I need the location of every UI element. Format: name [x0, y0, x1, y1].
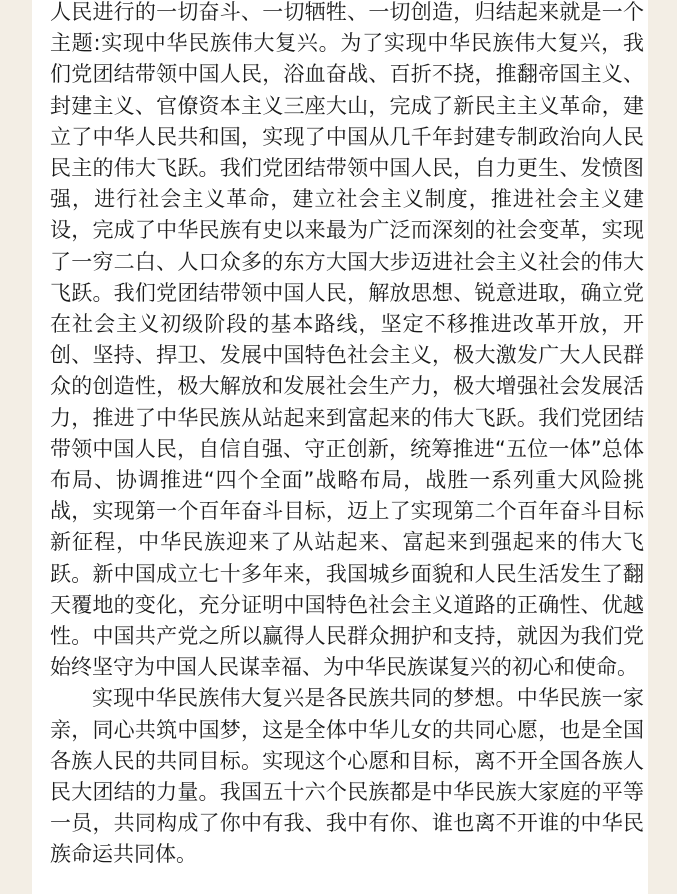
document-page	[32, 0, 648, 894]
paragraph-continued: 人民进行的一切奋斗、一切牺牲、一切创造，归结起来就是一个主题:实现中华民族伟大复兴。为了实现中华民族伟大复兴，我们党团结带领中国人民，浴血奋战、百折不挠，推翻帝国主义、封建主义、官僚资本主义三座大山，完成了新民主主义革命，建立了中华人民共和国，实现了中国从几千年封建专制政治向人民民主的伟大飞跃。我们党团结带领中国人民，自力更生、发愤图强，进行社会主义革命，建立社会主义制度，推进社会主义建设，完成了中华民族有史以来最为广泛而深刻的社会变革，实现了一穷二白、人口众多的东方大国大步迈进社会主义社会的伟大飞跃。我们党团结带领中国人民，解放思想、锐意进取，确立党在社会主义初级阶段的基本路线，坚定不移推进改革开放，开创、坚持、捍卫、发展中国特色社会主义，极大激发广大人民群众的创造性，极大解放和发展社会生产力，极大增强社会发展活力，推进了中华民族从站起来到富起来的伟大飞跃。我们党团结带领中国人民，自信自强、守正创新，统筹推进“五位一体”总体布局、协调推进“四个全面”战略布局，战胜一系列重大风险挑战，实现第一个百年奋斗目标，迈上了实现第二个百年奋斗目标新征程，中华民族迎来了从站起来、富起来到强起来的伟大飞跃。新中国成立七十多年来，我国城乡面貌和人民生活发生了翻天覆地的变化，充分证明中国特色社会主义道路的正确性、优越性。中国共产党之所以赢得人民群众拥护和支持，就因为我们党始终坚守为中国人民谋幸福、为中华民族谋复兴的初心和使命。	[50, 0, 644, 680]
article-body	[50, 0, 644, 871]
paragraph: 实现中华民族伟大复兴是各民族共同的梦想。中华民族一家亲，同心共筑中国梦，这是全体中华儿女的共同心愿，也是全国各族人民的共同目标。实现这个心愿和目标，离不开全国各族人民大团结的力量。我国五十六个民族都是中华民族大家庭的平等一员，共同构成了你中有我、我中有你、谁也离不开谁的中华民族命运共同体。	[50, 686, 644, 867]
